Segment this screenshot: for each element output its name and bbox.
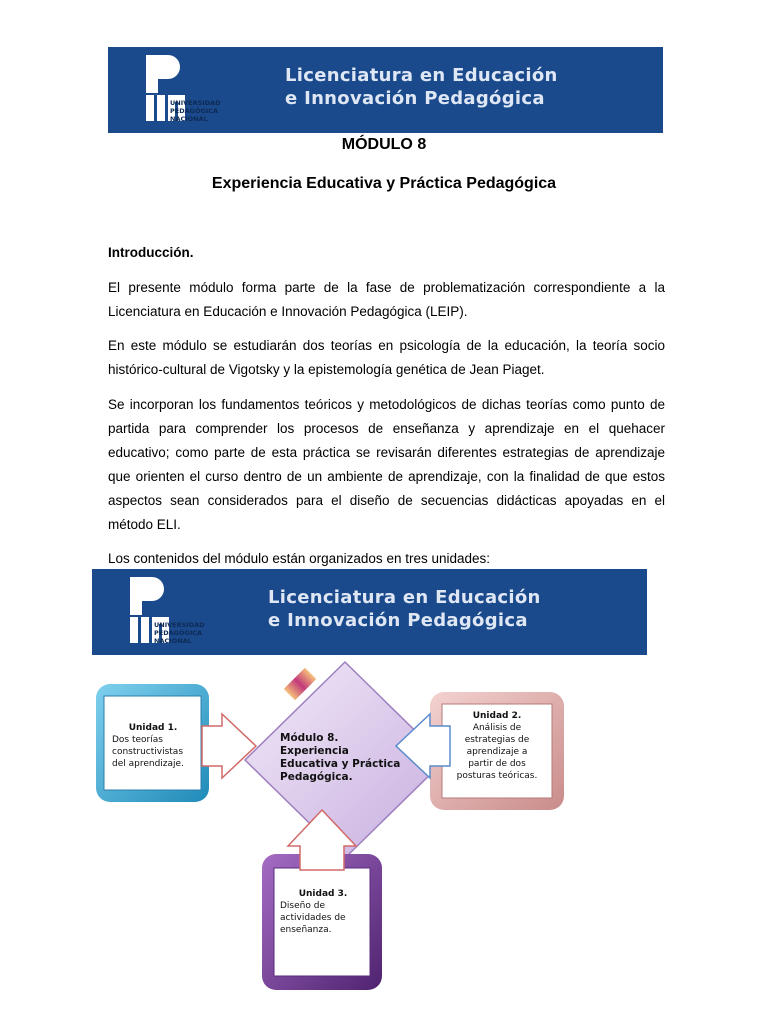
second-banner	[92, 569, 647, 655]
unit-1-box: Unidad 1. Dos teorías constructivistas del aprendizaje.	[112, 723, 184, 769]
logo-text: UNIVERSIDAD PEDAGÓGICA NACIONAL	[170, 99, 221, 123]
unit-2-box: Unidad 2. Análisis de estrategias de aprendizaje a partir de dos posturas teóricas.	[456, 711, 538, 781]
logo-text: UNIVERSIDAD PEDAGÓGICA NACIONAL	[154, 621, 205, 645]
unit-3-box: Unidad 3. Diseño de actividades de enseñanza.	[280, 889, 348, 935]
banner-title: Licenciatura en Educación e Innovación Pedagógica	[285, 65, 558, 109]
intro-heading: Introducción.	[108, 245, 194, 260]
units-diagram	[90, 660, 590, 1000]
module-number: MÓDULO 8	[341, 136, 427, 153]
center-module-text: Módulo 8. Experiencia Educativa y Práctica Pedagógica.	[280, 732, 401, 783]
intro-paragraph-2: En este módulo se estudiarán dos teorías en psicología de la educación, la teoría socio histórico-cultural de Vigotsky y la epistemología genética de Jean Piaget.	[108, 338, 665, 377]
module-title: Experiencia Educativa y Práctica Pedagógica	[211, 175, 557, 192]
intro-paragraph-1: El presente módulo forma parte de la fase de problematización correspondiente a la Licenciatura en Educación e Innovación Pedagógica (LEIP).	[108, 280, 665, 319]
banner-title: Licenciatura en Educación e Innovación Pedagógica	[268, 587, 541, 631]
intro-paragraph-4: Los contenidos del módulo están organizados en tres unidades:	[108, 551, 491, 566]
intro-paragraph-3: Se incorporan los fundamentos teóricos y metodológicos de dichas teorías como punto de partida para comprender los procesos de enseñanza y aprendizaje en el quehacer educativo; como parte de esta práctica se revisarán diferentes estrategias de aprendizaje que orienten el curso dentro de un ambiente de aprendizaje, con la finalidad de que estos aspectos sean considerados para el diseño de secuencias didácticas apoyadas en el método ELI.	[108, 397, 665, 532]
header-banner	[108, 47, 663, 133]
